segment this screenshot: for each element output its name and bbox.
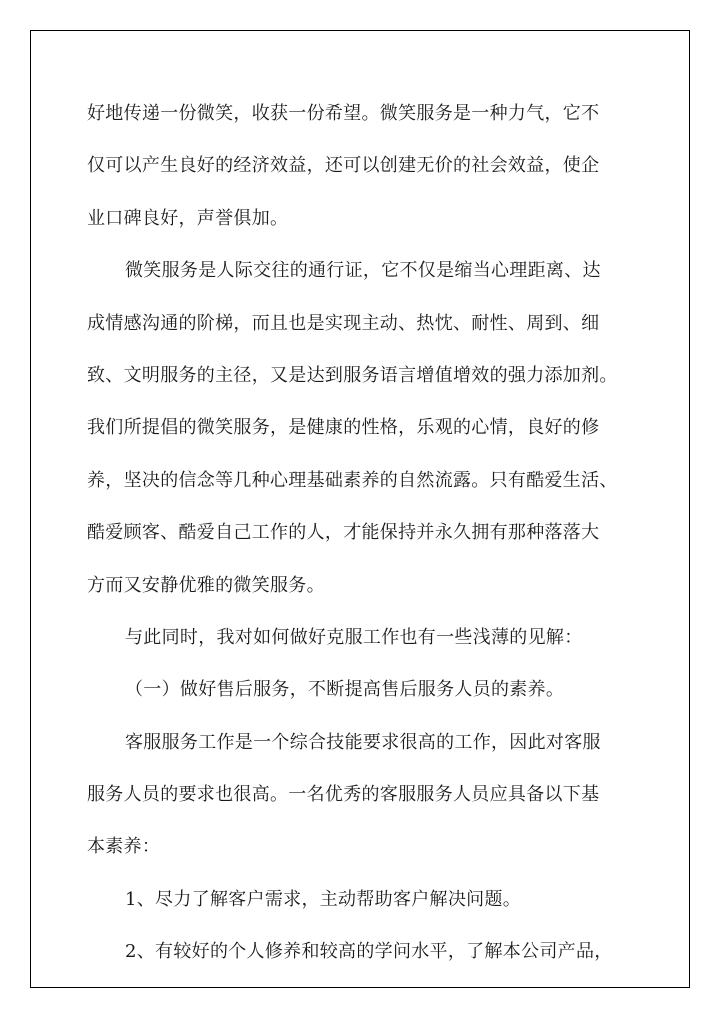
text-line: 我们所提倡的微笑服务，是健康的性格，乐观的心情，良好的修 [87, 417, 600, 439]
text-line: 致、文明服务的主径，又是达到服务语言增值增效的强力添加剂。 [87, 364, 618, 386]
paragraph-first-line: 1、尽力了解客户需求，主动帮助客户解决问题。 [125, 888, 522, 910]
text-line: 方而又安静优雅的微笑服务。 [87, 574, 325, 596]
document-body [87, 94, 635, 985]
text-line: 业口碑良好，声誉俱加。 [87, 207, 289, 229]
paragraph-first-line: 2、有较好的个人修养和较高的学问水平，了解本公司产品， [125, 941, 613, 963]
text-line: 养，坚决的信念等几种心理基础素养的自然流露。只有酷爱生活、 [87, 469, 618, 491]
text-line: 仅可以产生良好的经济效益，还可以创建无价的社会效益，使企 [87, 155, 600, 177]
paragraph-first-line: （一）做好售后服务，不断提高售后服务人员的素养。 [125, 679, 565, 701]
text-line: 服务人员的要求也很高。一名优秀的客服服务人员应具备以下基 [87, 784, 600, 806]
paragraph-first-line: 客服服务工作是一个综合技能要求很高的工作，因此对客服 [125, 731, 601, 753]
paragraph-first-line: 与此同时，我对如何做好克服工作也有一些浅薄的见解： [125, 626, 583, 648]
text-line: 酷爱顾客、酷爱自己工作的人，才能保持并永久拥有那种落落大 [87, 522, 600, 544]
paragraph-first-line: 微笑服务是人际交往的通行证，它不仅是缩当心理距离、达 [125, 260, 601, 282]
text-line: 本素养： [87, 836, 161, 858]
text-line: 好地传递一份微笑，收获一份希望。微笑服务是一种力气，它不 [87, 103, 600, 124]
text-line: 成情感沟通的阶梯，而且也是实现主动、热忱、耐性、周到、细 [87, 312, 600, 334]
